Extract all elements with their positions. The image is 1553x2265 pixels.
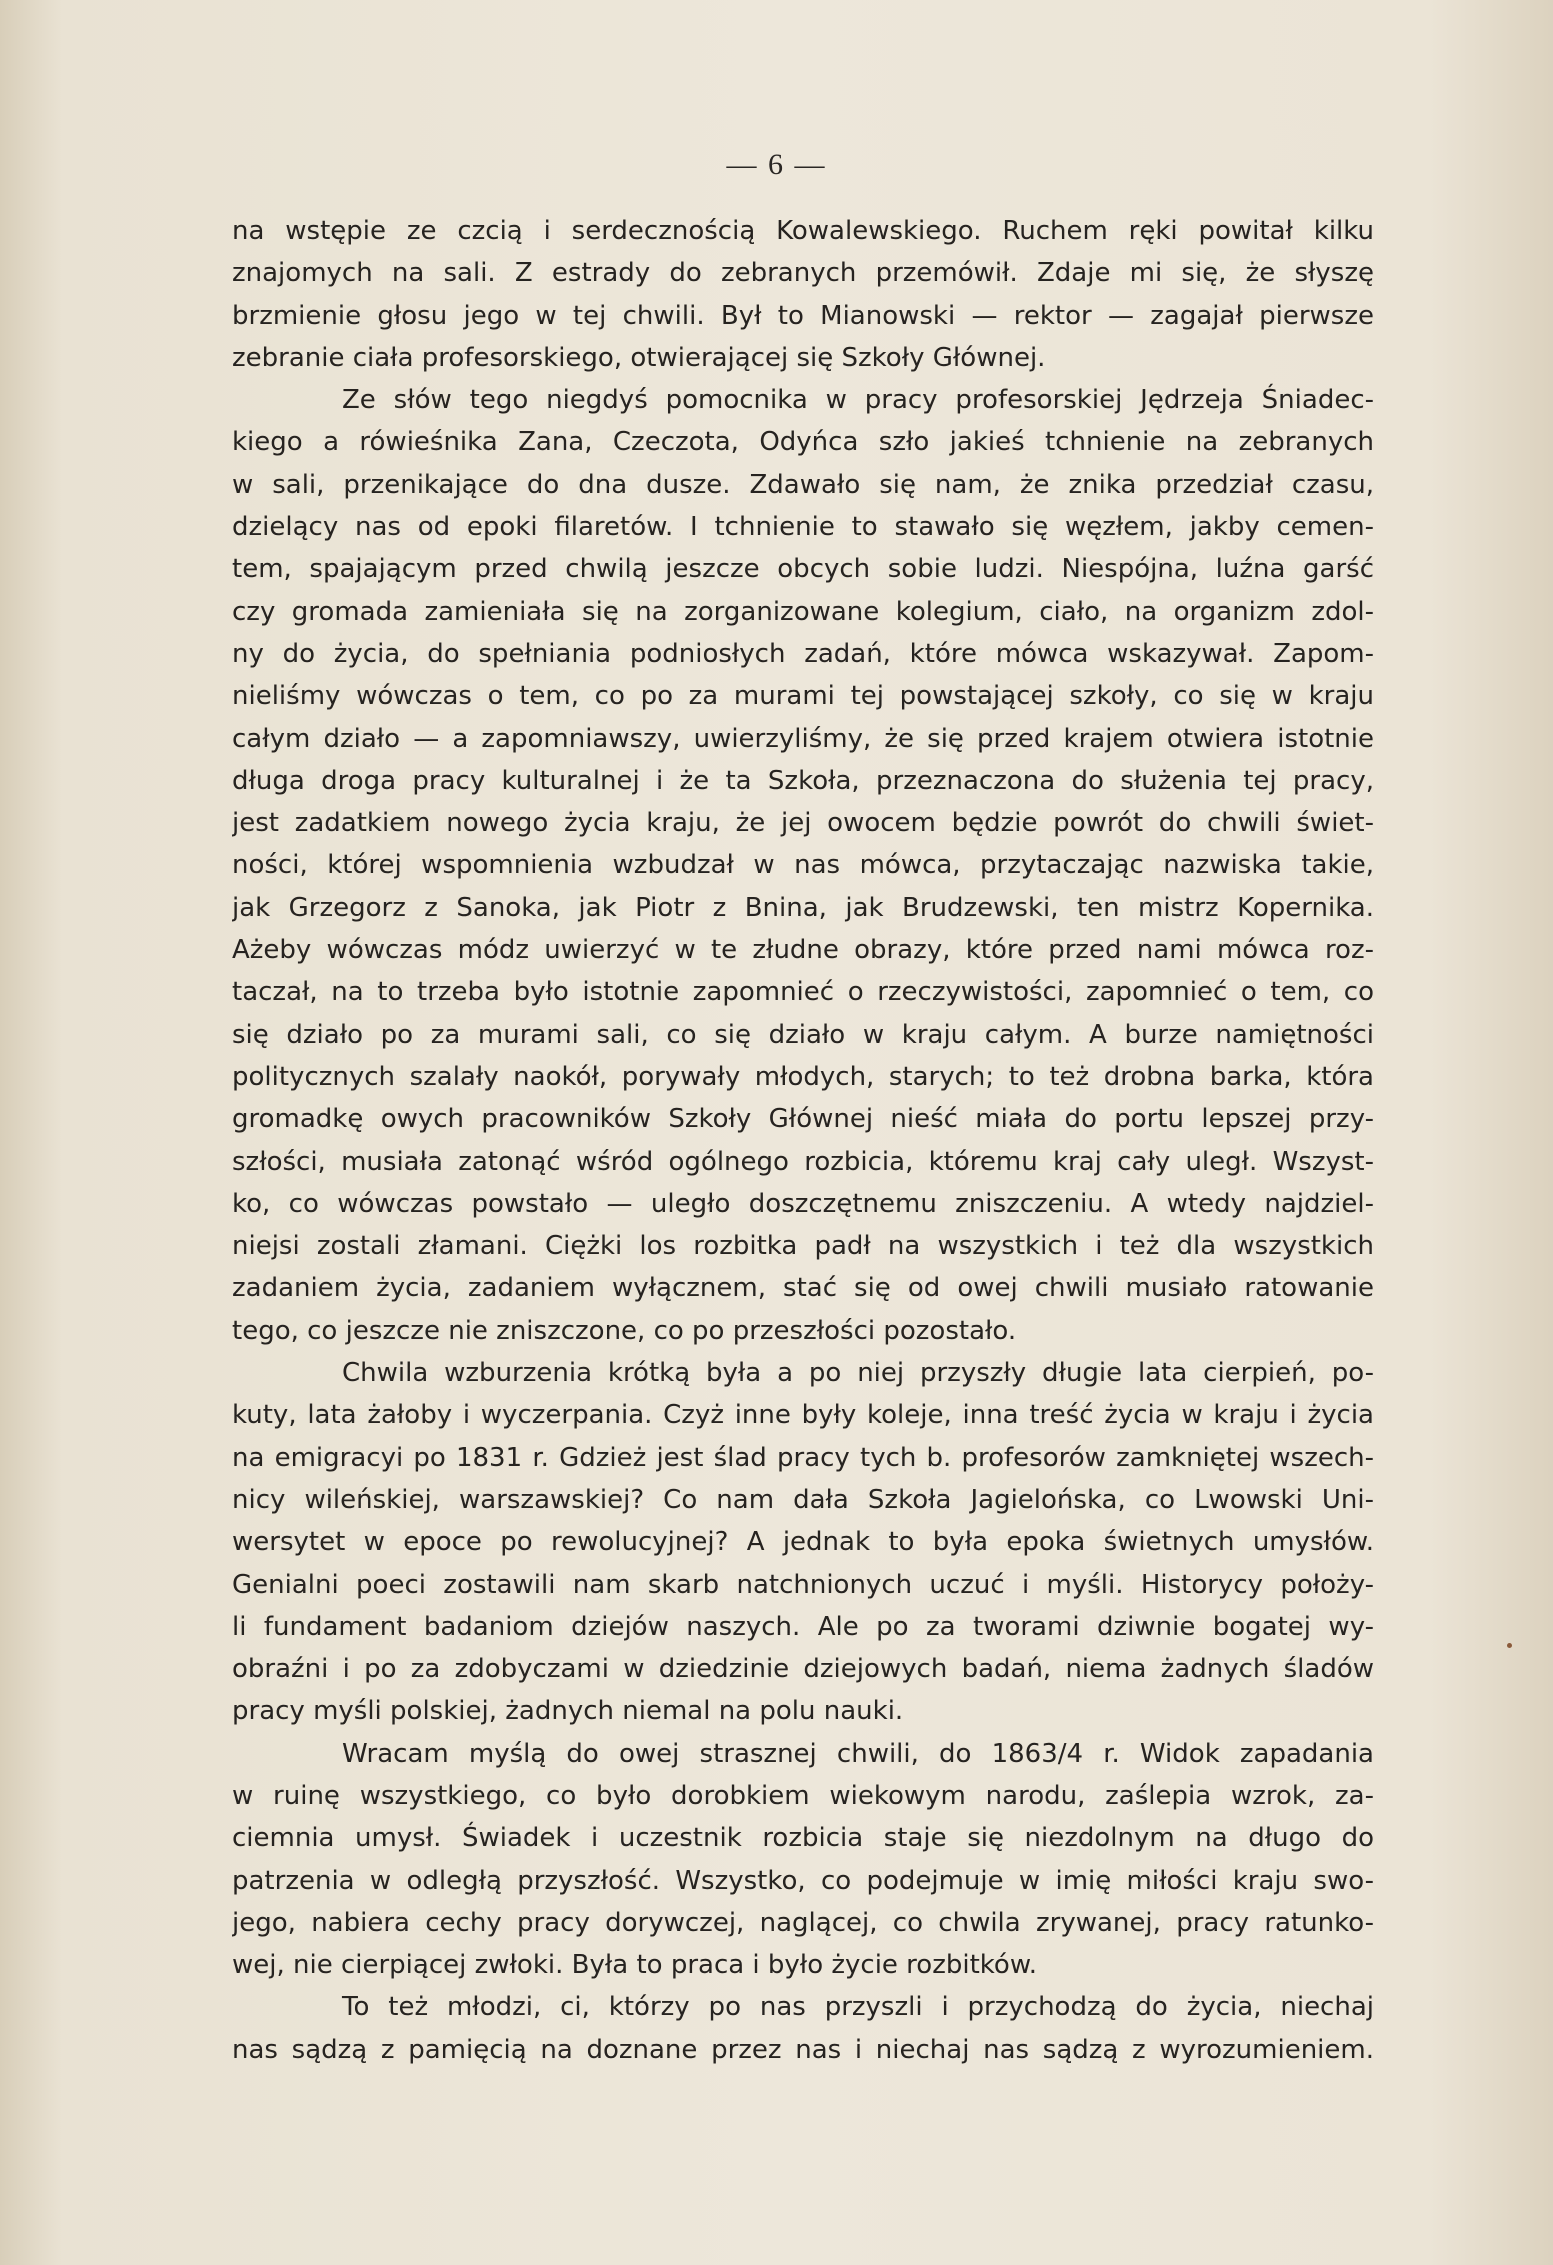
text-line: ciemnia umysł. Świadek i uczestnik rozbicia staje się niezdolnym na długo do	[232, 1823, 1374, 1854]
text-line: kuty, lata żałoby i wyczerpania. Czyż inne były koleje, inna treść życia w kraju i życia	[232, 1400, 1374, 1431]
text-line: w ruinę wszystkiego, co było dorobkiem wiekowym narodu, zaślepia wzrok, za-	[232, 1780, 1374, 1811]
text-line: obraźni i po za zdobyczami w dziedzinie dziejowych badań, niema żadnych śladów	[232, 1654, 1374, 1685]
text-line: ko, co wówczas powstało — uległo doszczętnemu zniszczeniu. A wtedy najdziel-	[232, 1188, 1374, 1219]
text-line: Chwila wzburzenia krótką była a po niej przyszły długie lata cierpień, po-	[342, 1358, 1374, 1389]
text-line: szłości, musiała zatonąć wśród ogólnego rozbicia, któremu kraj cały uległ. Wszyst-	[232, 1146, 1374, 1177]
text-line: nas sądzą z pamięcią na doznane przez nas i niechaj nas sądzą z wyrozumieniem.	[232, 2034, 1374, 2065]
text-line: Ażeby wówczas módz uwierzyć w te złudne obrazy, które przed nami mówca roz-	[232, 935, 1374, 966]
text-line: w sali, przenikające do dna dusze. Zdawało się nam, że znika przedział czasu,	[232, 469, 1374, 500]
text-line: Ze słów tego niegdyś pomocnika w pracy profesorskiej Jędrzeja Śniadec-	[342, 385, 1374, 416]
paragraph	[232, 1733, 1374, 1987]
text-line: patrzenia w odległą przyszłość. Wszystko, co podejmuje w imię miłości kraju swo-	[232, 1865, 1374, 1896]
text-line: ny do życia, do spełniania podniosłych zadań, które mówca wskazywał. Zapom-	[232, 638, 1374, 669]
text-line: całym działo — a zapomniawszy, uwierzyliśmy, że się przed krajem otwiera istotnie	[232, 723, 1374, 754]
text-line: gromadkę owych pracowników Szkoły Głównej nieść miała do portu lepszej przy-	[232, 1104, 1374, 1135]
paragraph	[232, 1352, 1374, 1733]
text-line: nieliśmy wówczas o tem, co po za murami tej powstającej szkoły, co się w kraju	[232, 681, 1374, 712]
paragraph	[232, 210, 1374, 379]
paper-speck	[1507, 1643, 1512, 1648]
text-line: li fundament badaniom dziejów naszych. Ale po za tworami dziwnie bogatej wy-	[232, 1611, 1374, 1642]
text-line: To też młodzi, ci, którzy po nas przyszli i przychodzą do życia, niechaj	[342, 1992, 1374, 2023]
text-line: Genialni poeci zostawili nam skarb natchnionych uczuć i myśli. Historycy położy-	[232, 1569, 1374, 1600]
text-line: taczał, na to trzeba było istotnie zapomnieć o rzeczywistości, zapomnieć o tem, co	[232, 977, 1374, 1008]
text-line: się działo po za murami sali, co się działo w kraju całym. A burze namiętności	[232, 1019, 1374, 1050]
body-text	[232, 210, 1374, 2071]
text-line: zebranie ciała profesorskiego, otwierającej się Szkoły Głównej.	[232, 342, 1046, 373]
text-line: czy gromada zamieniała się na zorganizowane kolegium, ciało, na organizm zdol-	[232, 596, 1374, 627]
text-line: niejsi zostali złamani. Ciężki los rozbitka padł na wszystkich i też dla wszystkich	[232, 1231, 1374, 1262]
text-line: na wstępie ze czcią i serdecznością Kowalewskiego. Ruchem ręki powitał kilku	[232, 216, 1374, 246]
text-line: zadaniem życia, zadaniem wyłącznem, stać się od owej chwili musiało ratowanie	[232, 1273, 1374, 1304]
text-line: nicy wileńskiej, warszawskiej? Co nam dała Szkoła Jagielońska, co Lwowski Uni-	[232, 1484, 1374, 1515]
text-line: ności, której wspomnienia wzbudzał w nas mówca, przytaczając nazwiska takie,	[232, 850, 1374, 881]
text-line: tego, co jeszcze nie zniszczone, co po przeszłości pozostało.	[232, 1315, 1017, 1346]
text-line: pracy myśli polskiej, żadnych niemal na polu nauki.	[232, 1696, 904, 1727]
text-line: Wracam myślą do owej strasznej chwili, do 1863/4 r. Widok zapadania	[342, 1738, 1374, 1769]
text-line: brzmienie głosu jego w tej chwili. Był to Mianowski — rektor — zagajał pierwsze	[232, 300, 1374, 331]
paragraph	[232, 379, 1374, 1352]
text-line: wej, nie cierpiącej zwłoki. Była to praca i było życie rozbitków.	[232, 1950, 1037, 1981]
text-line: tem, spajającym przed chwilą jeszcze obcych sobie ludzi. Niespójna, luźna garść	[232, 554, 1374, 585]
text-line: kiego a rówieśnika Zana, Czeczota, Odyńca szło jakieś tchnienie na zebranych	[232, 427, 1374, 458]
text-line: jak Grzegorz z Sanoka, jak Piotr z Bnina, jak Brudzewski, ten mistrz Kopernika.	[232, 892, 1374, 923]
text-line: na emigracyi po 1831 r. Gdzież jest ślad pracy tych b. profesorów zamkniętej wszech-	[232, 1442, 1374, 1473]
text-line: znajomych na sali. Z estrady do zebranych przemówił. Zdaje mi się, że słyszę	[232, 258, 1374, 289]
text-line: jest zadatkiem nowego życia kraju, że jej owocem będzie powrót do chwili świet-	[232, 808, 1374, 839]
text-line: jego, nabiera cechy pracy dorywczej, naglącej, co chwila zrywanej, pracy ratunko-	[232, 1907, 1374, 1938]
page-number: — 6 —	[726, 148, 827, 181]
text-line: politycznych szalały naokół, porywały młodych, starych; to też drobna barka, która	[232, 1061, 1374, 1092]
paragraph	[232, 1986, 1374, 2071]
text-line: wersytet w epoce po rewolucyjnej? A jednak to była epoka świetnych umysłów.	[232, 1527, 1374, 1558]
text-line: długa droga pracy kulturalnej i że ta Szkoła, przeznaczona do służenia tej pracy,	[232, 765, 1374, 796]
text-line: dzielący nas od epoki filaretów. I tchnienie to stawało się węzłem, jakby cemen-	[232, 512, 1374, 543]
